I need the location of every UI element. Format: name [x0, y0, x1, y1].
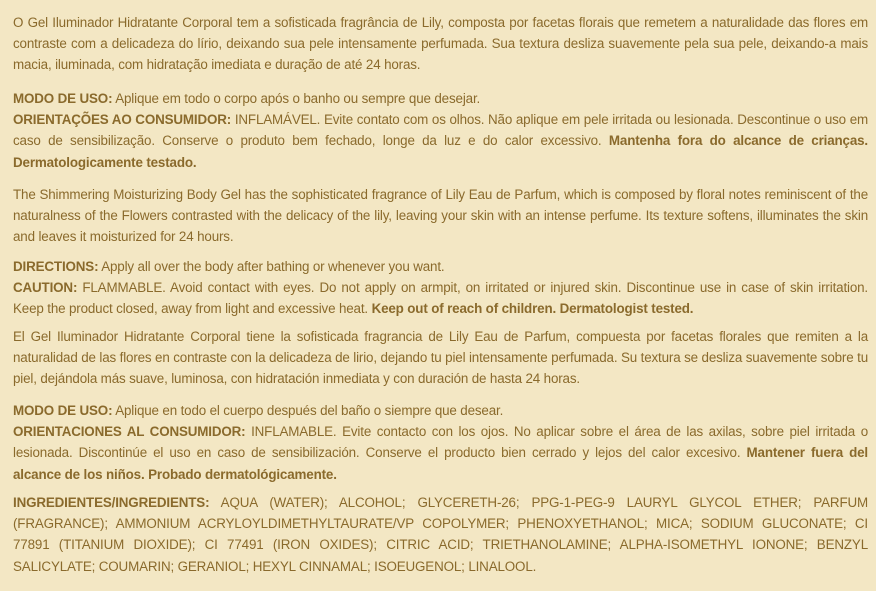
en-usage — [13, 256, 868, 277]
en-caution-text: FLAMMABLE. Avoid contact with eyes. Do not apply on armpit, on irritated or injured skin. Discontinue use in case of skin irritation. Keep the product closed, away from light and excessive heat. — [13, 280, 868, 317]
es-caution-label: ORIENTACIONES AL CONSUMIDOR: — [13, 424, 246, 440]
es-caution-text: INFLAMABLE. Evite contacto con los ojos. No aplicar sobre el área de las axilas, sobre piel irritada o lesionada. Discontinúe el uso en caso de sensibilización. Conserve el producto bien cerrado y lejos del calor excesivo. — [13, 424, 868, 461]
en-description: The Shimmering Moisturizing Body Gel has the sophisticated fragrance of Lily Eau de Parfum, which is composed by floral notes reminiscent of the naturalness of the Flowers contrasted with the delicacy of the lily, leaving your skin with an intense perfume. Its texture softens, illuminates the skin and leaves it moisturized for 24 hours. — [13, 187, 868, 245]
pt-caution — [13, 109, 868, 173]
en-usage-label: DIRECTIONS: — [13, 259, 99, 274]
es-caution — [13, 421, 868, 485]
ingredients-text: AQUA (WATER); ALCOHOL; GLYCERETH-26; PPG-1-PEG-9 LAURYL GLYCOL ETHER; PARFUM (FRAGRANCE); AMMONIUM ACRYLOYLDIMETHYLTAURATE/VP COPOLYMER; PHENOXYETHANOL; MICA; SODIUM GLUCONATE; CI 77891 (TITANIUM DIOXIDE); CI 77491 (IRON OXIDES); CITRIC ACID; TRIETHANOLAMINE; ALPHA-ISOMETHYL IONONE; BENZYL SALICYLATE; COUMARIN; GERANIOL; HEXYL CINNAMAL; ISOEUGENOL; LINALOOL. — [13, 495, 868, 574]
pt-usage-text: Aplique em todo o corpo após o banho ou sempre que desejar. — [112, 91, 481, 106]
en-caution-label: CAUTION: — [13, 280, 78, 296]
ingredients-label: INGREDIENTES/INGREDIENTS: — [13, 495, 210, 510]
es-usage-label: MODO DE USO: — [13, 403, 113, 418]
pt-caution-label: ORIENTAÇÕES AO CONSUMIDOR: — [13, 112, 232, 128]
es-usage-text: Aplique en todo el cuerpo después del baño o siempre que desear. — [112, 403, 504, 418]
pt-usage — [13, 88, 868, 109]
pt-caution-text: INFLAMÁVEL. Evite contato com os olhos. Não aplique em pele irritada ou lesionada. Descontinue o uso em caso de sensibilização. Conserve o produto bem fechado, longe da luz e do calor excessivo. — [13, 112, 868, 149]
es-description: El Gel Iluminador Hidratante Corporal tiene la sofisticada fragrancia de Lily Eau de Parfum, compuesta por facetas florales que remiten a la naturalidad de las flores en contraste con la delicadeza de lirio, dejando tu piel intensamente perfumada. Su textura se desliza suavemente sobre tu piel, dejándola más suave, luminosa, con hidratación inmediata y con duración de hasta 24 horas. — [13, 329, 868, 387]
en-usage-and-caution — [13, 256, 868, 320]
pt-description: O Gel Iluminador Hidratante Corporal tem a sofisticada fragrância de Lily, composta por facetas florais que remetem a naturalidade das flores em contraste com a delicadeza do lírio, deixando sua pele intensamente perfumada. Sua textura desliza suavemente pela sua pele, deixando-a mais macia, iluminada, com hidratação imediata e duração de até 24 horas. — [13, 15, 868, 73]
pt-usage-label: MODO DE USO: — [13, 91, 113, 106]
es-usage — [13, 400, 868, 421]
pt-caution-bold: Mantenha fora do alcance de crianças. Dermatologicamente testado. — [13, 133, 868, 170]
es-usage-and-caution — [13, 400, 868, 485]
en-caution-bold: Keep out of reach of children. Dermatologist tested. — [371, 301, 694, 317]
en-usage-text: Apply all over the body after bathing or whenever you want. — [98, 259, 445, 274]
ingredients — [13, 492, 868, 577]
pt-usage-and-caution — [13, 88, 868, 173]
en-caution — [13, 277, 868, 319]
es-caution-bold: Mantener fuera del alcance de los niños. Probado dermatológicamente. — [13, 445, 869, 482]
